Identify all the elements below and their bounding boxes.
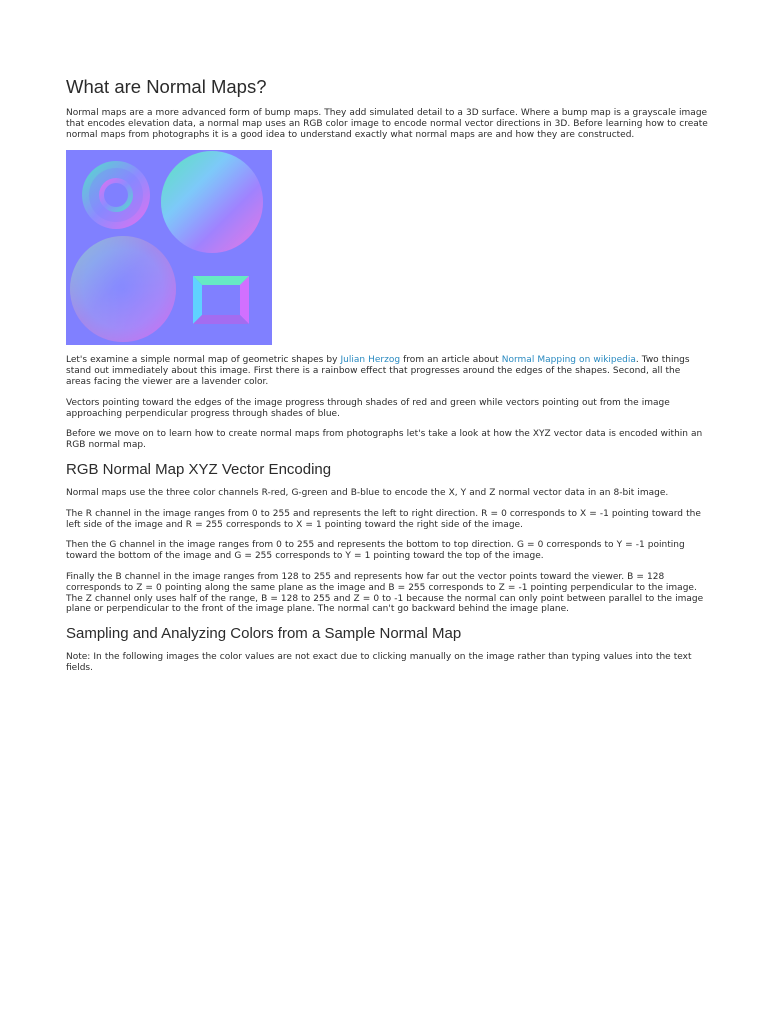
sphere-shape	[70, 236, 176, 342]
section-heading-encoding: RGB Normal Map XYZ Vector Encoding	[66, 460, 332, 478]
examine-text-2: from an article about	[400, 355, 502, 366]
encoding-paragraph-1: Normal maps use the three color channels R-red, G-green and B-blue to encode the X, Y and Z normal vector data in an 8-bit image.	[66, 487, 669, 498]
encoding-paragraph-g: Then the G channel in the image ranges from 0 to 255 and represents the bottom to top direction. G = 0 corresponds to Y = -1 pointing toward the bottom of the image and G = 255 corresponds to Y = 1 pointing toward the top of the image.	[66, 540, 685, 562]
normal-map-figure	[66, 150, 272, 345]
examine-text-1: Let's examine a simple normal map of geometric shapes by	[66, 355, 341, 366]
encoding-paragraph-b: Finally the B channel in the image ranges from 128 to 255 and represents how far out the vector points toward the viewer. B = 128 corresponds to Z = 0 pointing along the same plane as the image and B = 255 corresponds to Z = -1 pointing perpendicular to the image. The Z channel only uses half of the range, B = 128 to 255 and Z = 0 to -1 because the normal can only point between parallel to the image plane or perpendicular to the front of the image plane. The normal can't go backward behind the image plane.	[66, 571, 704, 615]
before-paragraph: Before we move on to learn how to create normal maps from photographs let's take a look at how the XYZ vector data is encoded within an RGB normal map.	[66, 429, 703, 451]
cone-shape	[161, 151, 263, 253]
examine-text-3: . Two things stand out immediately about this image. First there is a rainbow effect that progresses around the edges of the shapes. Second, all the areas facing the viewer are a lavender color.	[66, 355, 690, 387]
encoding-paragraph-r: The R channel in the image ranges from 0 to 255 and represents the left to right direction. R = 0 corresponds to X = -1 pointing toward the left side of the image and R = 255 corresponds to X = 1 pointing toward the right side of the image.	[66, 508, 701, 530]
page-title: What are Normal Maps?	[66, 76, 267, 97]
intro-paragraph: Normal maps are a more advanced form of bump maps. They add simulated detail to a 3D surface. Where a bump map is a grayscale image that encodes elevation data, a normal map uses an RGB color image to encode normal vector directions in 3D. Before learning how to create normal maps from photographs it is a good idea to understand exactly what normal maps are and how they are constructed.	[66, 108, 708, 140]
examine-paragraph	[66, 355, 708, 387]
section-heading-sampling: Sampling and Analyzing Colors from a Sample Normal Map	[66, 625, 462, 643]
vectors-paragraph: Vectors pointing toward the edges of the image progress through shades of red and green while vectors pointing out from the image approaching perpendicular progress through shades of blue.	[66, 397, 670, 419]
sampling-note: Note: In the following images the color values are not exact due to clicking manually on the image rather than typing values into the text fields.	[66, 652, 692, 673]
beveled-square-shape	[193, 276, 249, 324]
wikipedia-link[interactable]: Normal Mapping on wikipedia	[501, 355, 636, 366]
torus-shape	[82, 161, 150, 229]
julian-herzog-link[interactable]: Julian Herzog	[340, 355, 401, 366]
